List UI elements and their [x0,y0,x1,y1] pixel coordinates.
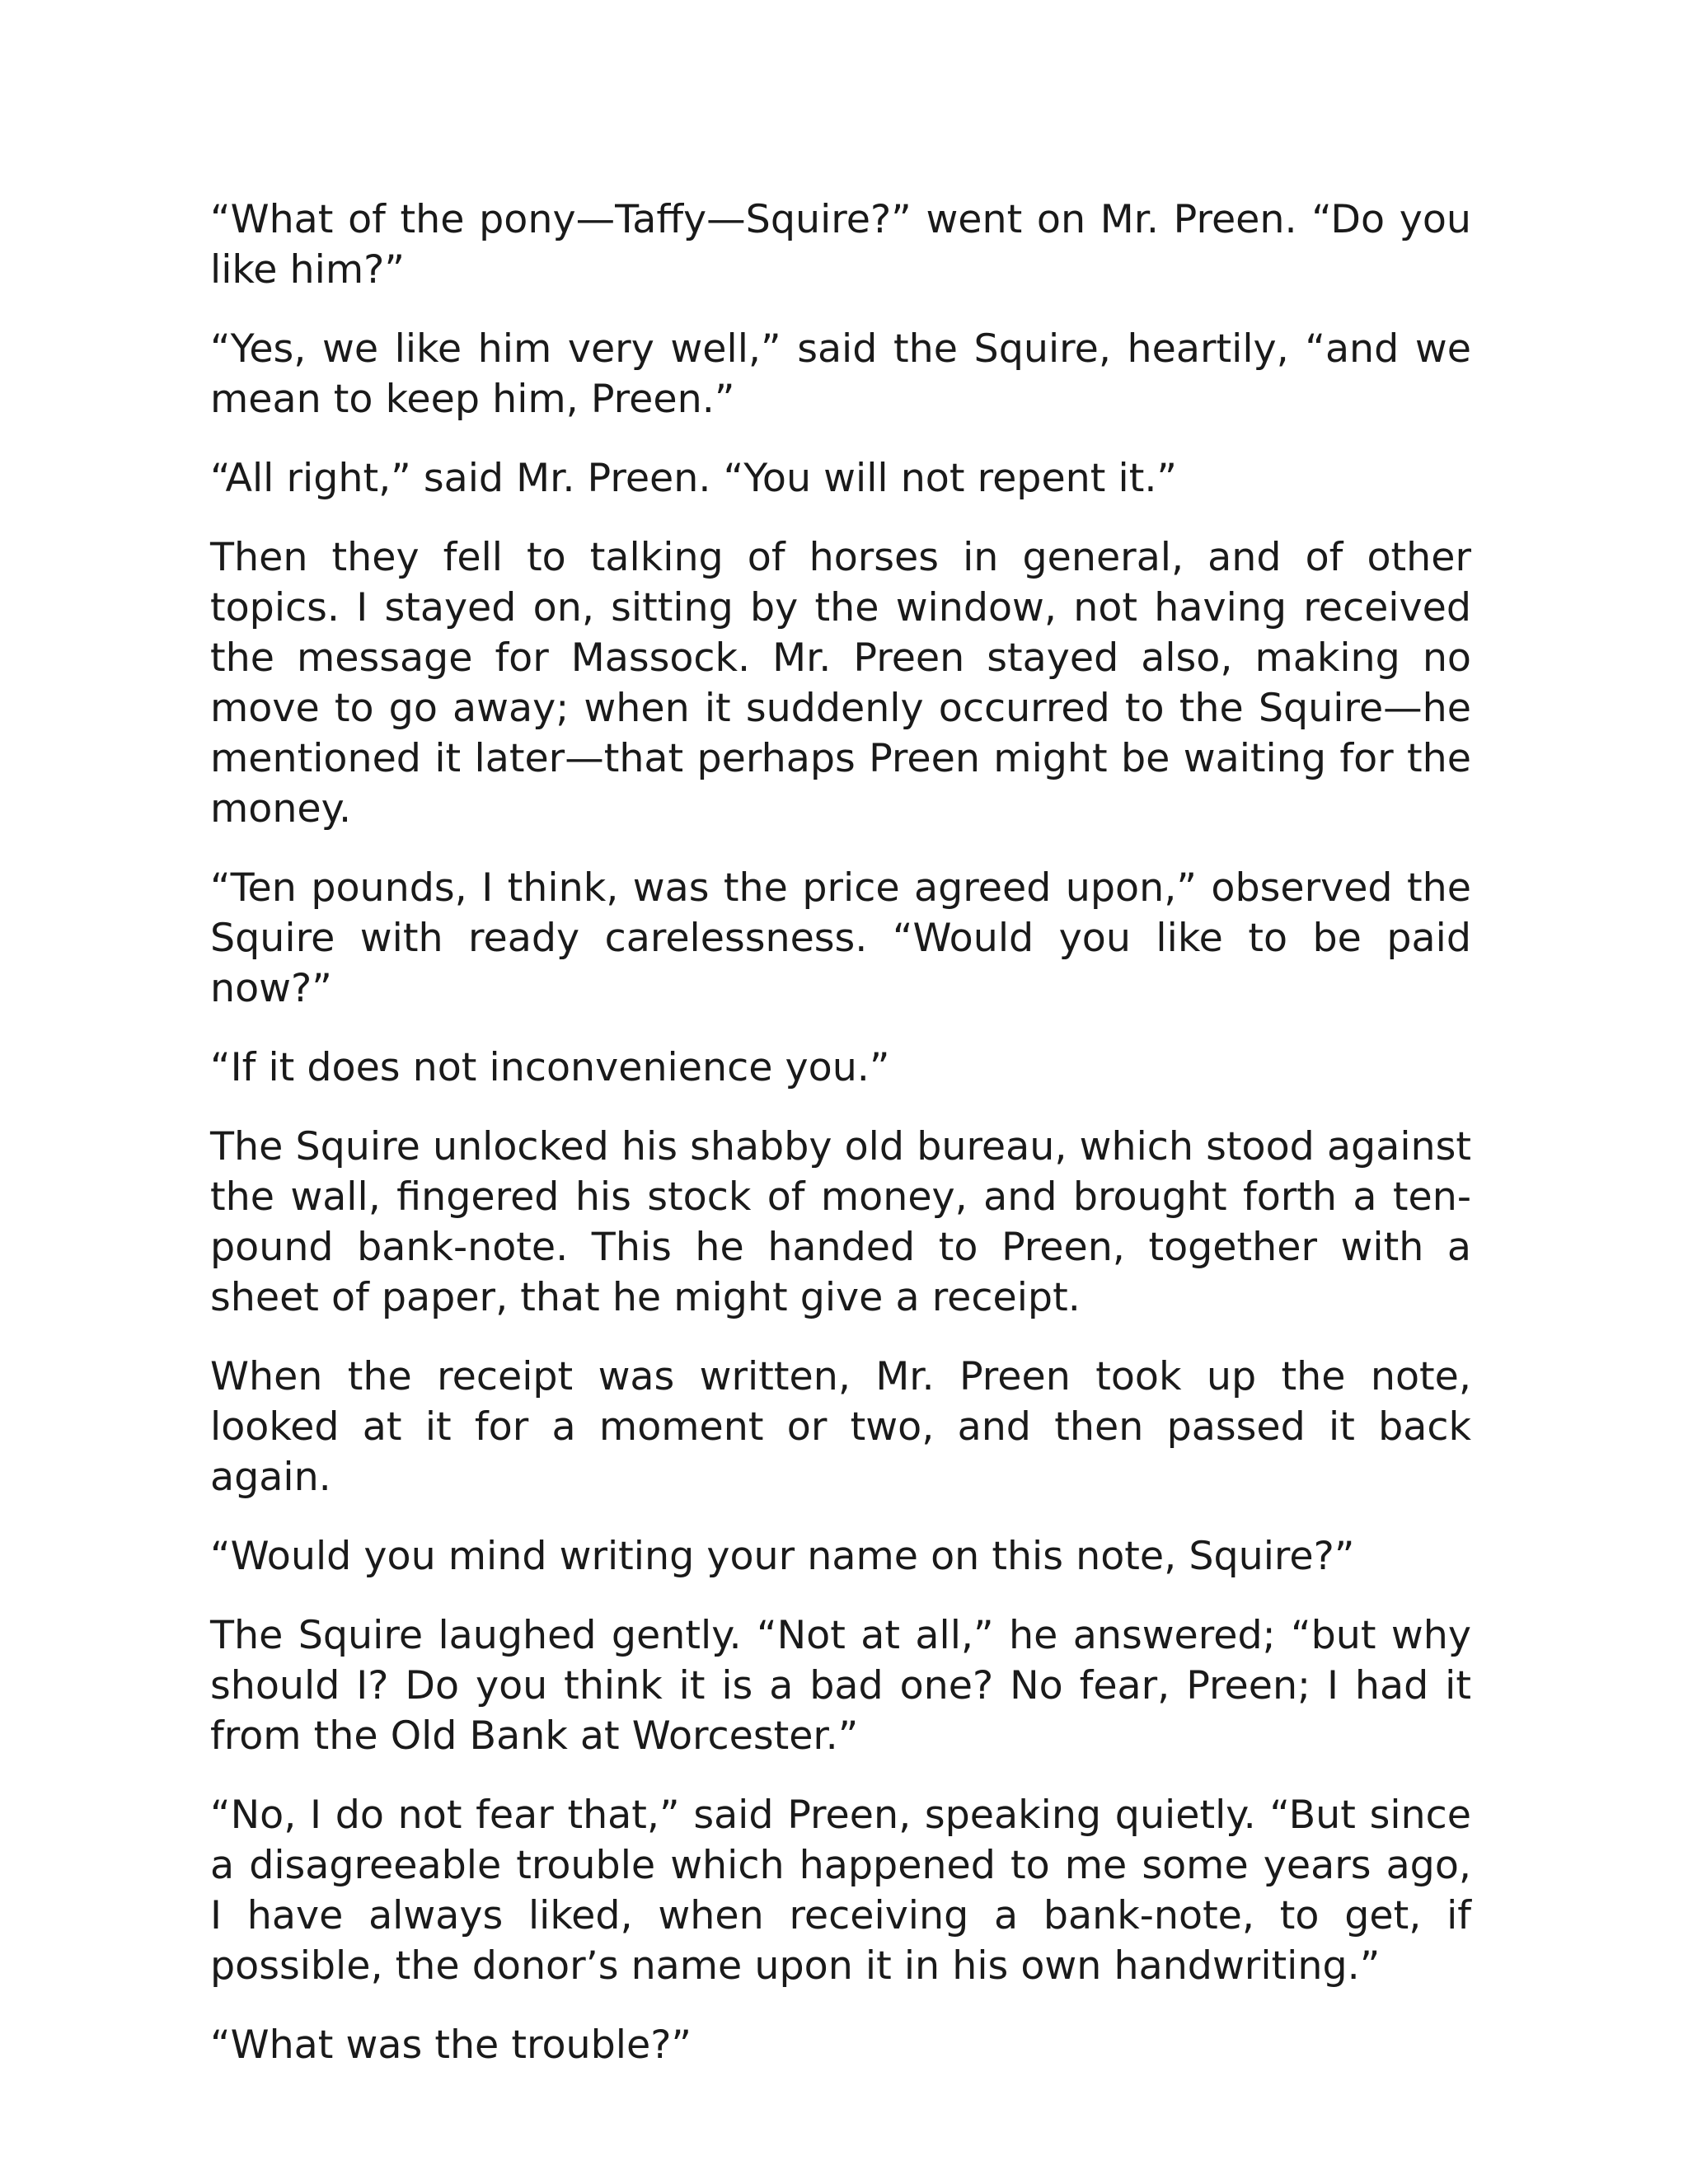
paragraph: “What of the pony—Taffy—Squire?” went on Mr. Preen. “Do you like him?” [210,197,1471,293]
paragraph: “All right,” said Mr. Preen. “You will not repent it.” [210,456,1178,501]
paragraph: “No, I do not fear that,” said Preen, speaking quietly. “But since a disagreeable trouble which happened to me some years ago, I have always liked, when receiving a bank-note, to get, if possible, the donor’s name upon it in his own handwriting.” [210,1793,1471,1989]
paragraph: Then they fell to talking of horses in general, and of other topics. I stayed on, sitting by the window, not having received the message for Massock. Mr. Preen stayed also, making no move to go away; when it suddenly occurred to the Squire—he mentioned it later—that perhaps Preen might be waiting for the money. [210,535,1471,832]
paragraph: “If it does not inconvenience you.” [210,1045,890,1090]
paragraph: “Yes, we like him very well,” said the Squire, heartily, “and we mean to keep him, Preen.” [210,326,1471,422]
text-body [210,194,1471,2099]
paragraph: The Squire laughed gently. “Not at all,” he answered; “but why should I? Do you think it is a bad one? No fear, Preen; I had it from the Old Bank at Worcester.” [210,1613,1471,1759]
paragraph: “Would you mind writing your name on this note, Squire?” [210,1534,1355,1579]
paragraph: The Squire unlocked his shabby old bureau, which stood against the wall, fingered his stock of money, and brought forth a ten-pound bank-note. This he handed to Preen, together with a sheet of paper, that he might give a receipt. [210,1124,1471,1320]
paragraph: “Ten pounds, I think, was the price agreed upon,” observed the Squire with ready carelessness. “Would you like to be paid now?” [210,865,1471,1011]
paragraph: “What was the trouble?” [210,2022,692,2068]
paragraph: When the receipt was written, Mr. Preen took up the note, looked at it for a moment or two, and then passed it back again. [210,1354,1471,1500]
